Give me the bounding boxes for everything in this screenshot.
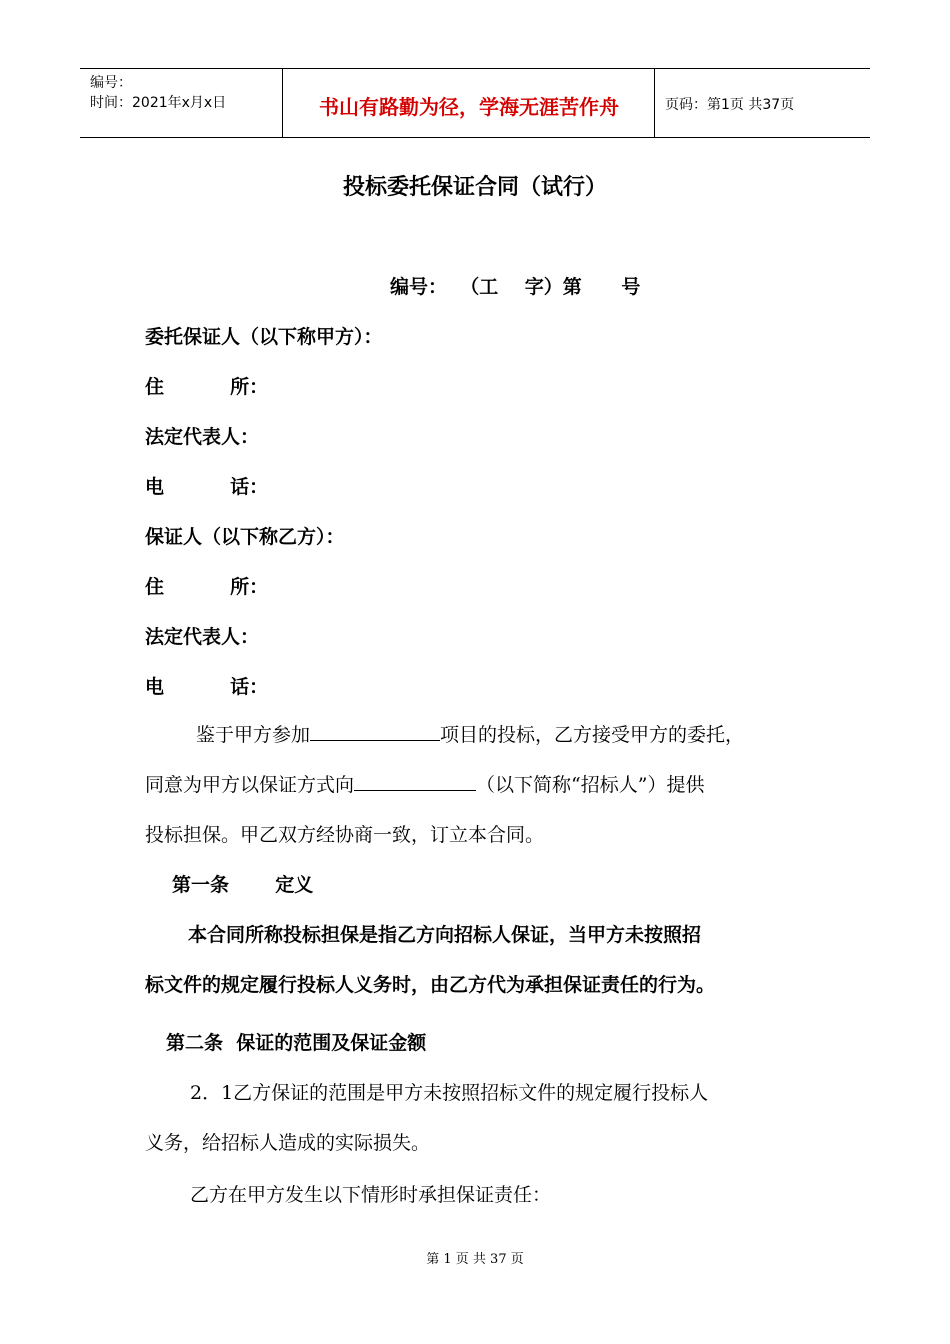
article-1-text: 本合同所称投标担保是指乙方向招标人保证，当甲方未按照招 <box>188 924 702 946</box>
party-a-address: 住 所： <box>145 376 269 398</box>
intro-line-2 <box>145 770 704 797</box>
doc-time-label: 时间：2021年x月x日 <box>90 95 227 111</box>
party-b-phone: 电 话： <box>145 676 269 698</box>
article-1-text: 标文件的规定履行投标人义务时，由乙方代为承担保证责任的行为。 <box>145 974 716 996</box>
intro-line-3: 投标担保。甲乙双方经协商一致，订立本合同。 <box>145 824 545 846</box>
page-header <box>80 68 870 138</box>
article-2-1-text: 义务，给招标人造成的实际损失。 <box>145 1132 431 1154</box>
intro-text: 鉴于甲方参加 <box>196 724 311 746</box>
party-a-heading: 委托保证人（以下称甲方）： <box>145 326 383 348</box>
party-a-representative: 法定代表人： <box>145 426 260 448</box>
party-b-address: 住 所： <box>145 576 269 598</box>
article-2-condition: 乙方在甲方发生以下情形时承担保证责任： <box>190 1184 552 1206</box>
header-motto: 书山有路勤为径，学海无涯苦作舟 <box>319 95 619 119</box>
project-blank <box>310 724 440 741</box>
tenderer-blank <box>354 774 476 791</box>
intro-text: 项目的投标，乙方接受甲方的委托， <box>440 724 745 746</box>
party-a-phone: 电 话： <box>145 476 269 498</box>
article-2-1-text: 2．1乙方保证的范围是甲方未按照招标文件的规定履行投标人 <box>190 1082 709 1104</box>
article-1-heading: 第一条 定义 <box>172 874 314 896</box>
article-2-heading: 第二条 保证的范围及保证金额 <box>166 1032 427 1054</box>
intro-line-1 <box>196 720 744 747</box>
intro-text: 同意为甲方以保证方式向 <box>145 774 355 796</box>
page-footer: 第 1 页 共 37 页 <box>426 1252 524 1267</box>
contract-number: 编号： （工 字）第 号 <box>390 276 641 298</box>
doc-number-label: 编号： <box>90 75 132 91</box>
document-title: 投标委托保证合同（试行） <box>342 175 607 200</box>
party-b-heading: 保证人（以下称乙方）： <box>145 526 345 548</box>
header-page-info: 页码：第1页 共37页 <box>665 97 795 113</box>
header-meta <box>90 73 226 113</box>
intro-text: （以下简称“招标人”）提供 <box>476 774 705 796</box>
party-b-representative: 法定代表人： <box>145 626 260 648</box>
